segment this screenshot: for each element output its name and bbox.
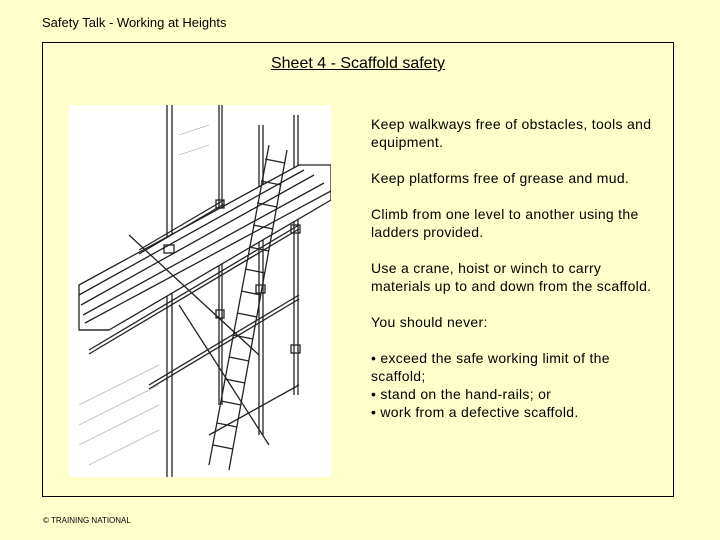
list-item: • stand on the hand-rails; or <box>371 386 552 402</box>
paragraph-platforms: Keep platforms free of grease and mud. <box>371 170 630 186</box>
safety-text <box>371 115 661 421</box>
paragraph-crane: Use a crane, hoist or winch to carry materials up to and down from the scaffold. <box>371 260 652 294</box>
never-list <box>371 349 661 421</box>
sheet-title: Sheet 4 - Scaffold safety <box>270 55 446 72</box>
sheet-frame <box>42 42 674 525</box>
list-item: • work from a defective scaffold. <box>371 404 579 420</box>
list-item: • exceed the safe working limit of the scaffold; <box>371 350 610 384</box>
paragraph-never: You should never: <box>371 314 488 330</box>
paragraph-walkways: Keep walkways free of obstacles, tools and equipment. <box>371 116 652 150</box>
page-header-title: Safety Talk - Working at Heights <box>42 15 227 30</box>
scaffold-illustration <box>69 105 331 477</box>
copyright-footer: © TRAINING NATIONAL <box>43 516 131 525</box>
paragraph-ladders: Climb from one level to another using the ladders provided. <box>371 206 639 240</box>
scaffold-drawing <box>69 105 331 477</box>
